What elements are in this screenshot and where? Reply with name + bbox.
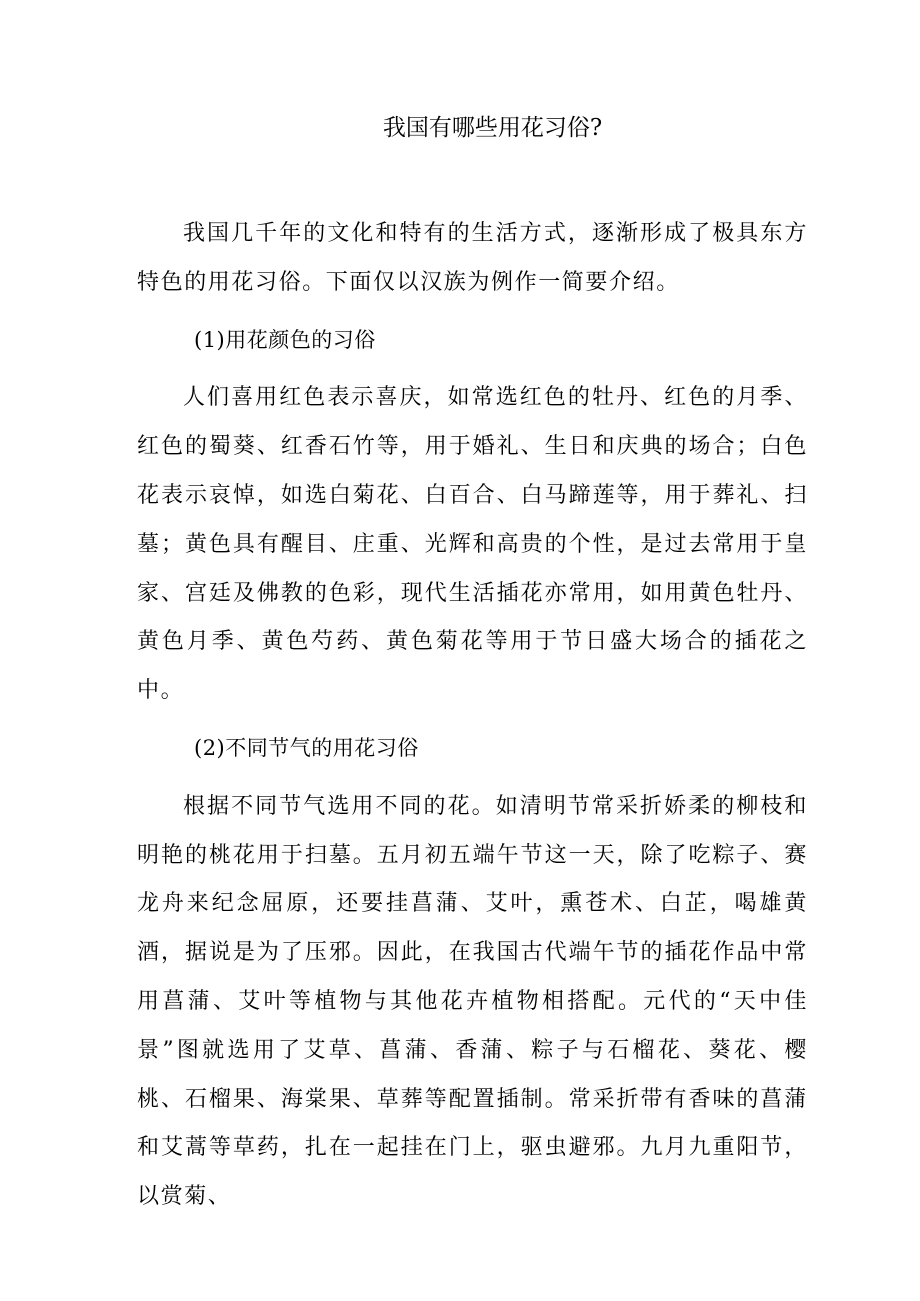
festival-custom-paragraph: 根据不同节气选用不同的花。如清明节常采折娇柔的柳枝和明艳的桃花用于扫墓。五月初五端午节这一天，除了吃粽子、赛龙舟来纪念屈原，还要挂菖蒲、艾叶，熏苍术、白芷，喝雄黄酒，据说是为了压邪。因此，在我国古代端午节的插花作品中常用菖蒲、艾叶等植物与其他花卉植物相搭配。元代的“天中佳景”图就选用了艾草、菖蒲、香蒲、粽子与石榴花、葵花、樱桃、石榴果、海棠果、草葬等配置插制。常采折带有香味的菖蒲和艾蒿等草药，扎在一起挂在门上，驱虫避邪。九月九重阳节，以赏菊、 xyxy=(137,793,808,1210)
document-title: 我国有哪些用花习俗? xyxy=(382,115,603,141)
intro-paragraph: 我国几千年的文化和特有的生活方式，逐渐形成了极具东方特色的用花习俗。下面仅以汉族为例作一简要介绍。 xyxy=(137,221,808,295)
section-heading-color: (1)用花颜色的习俗 xyxy=(194,327,376,352)
color-custom-paragraph: 人们喜用红色表示喜庆，如常选红色的牡丹、红色的月季、红色的蜀葵、红香石竹等，用于婚礼、生日和庆典的场合；白色花表示哀悼，如选白菊花、白百合、白马蹄莲等，用于葬礼、扫墓；黄色具有醒目、庄重、光辉和高贵的个性，是过去常用于皇家、宫廷及佛教的色彩，现代生活插花亦常用，如用黄色牡丹、黄色月季、黄色芍药、黄色菊花等用于节日盛大场合的插花之中。 xyxy=(137,385,808,704)
section-heading-festival: (2)不同节气的用花习俗 xyxy=(194,735,419,760)
